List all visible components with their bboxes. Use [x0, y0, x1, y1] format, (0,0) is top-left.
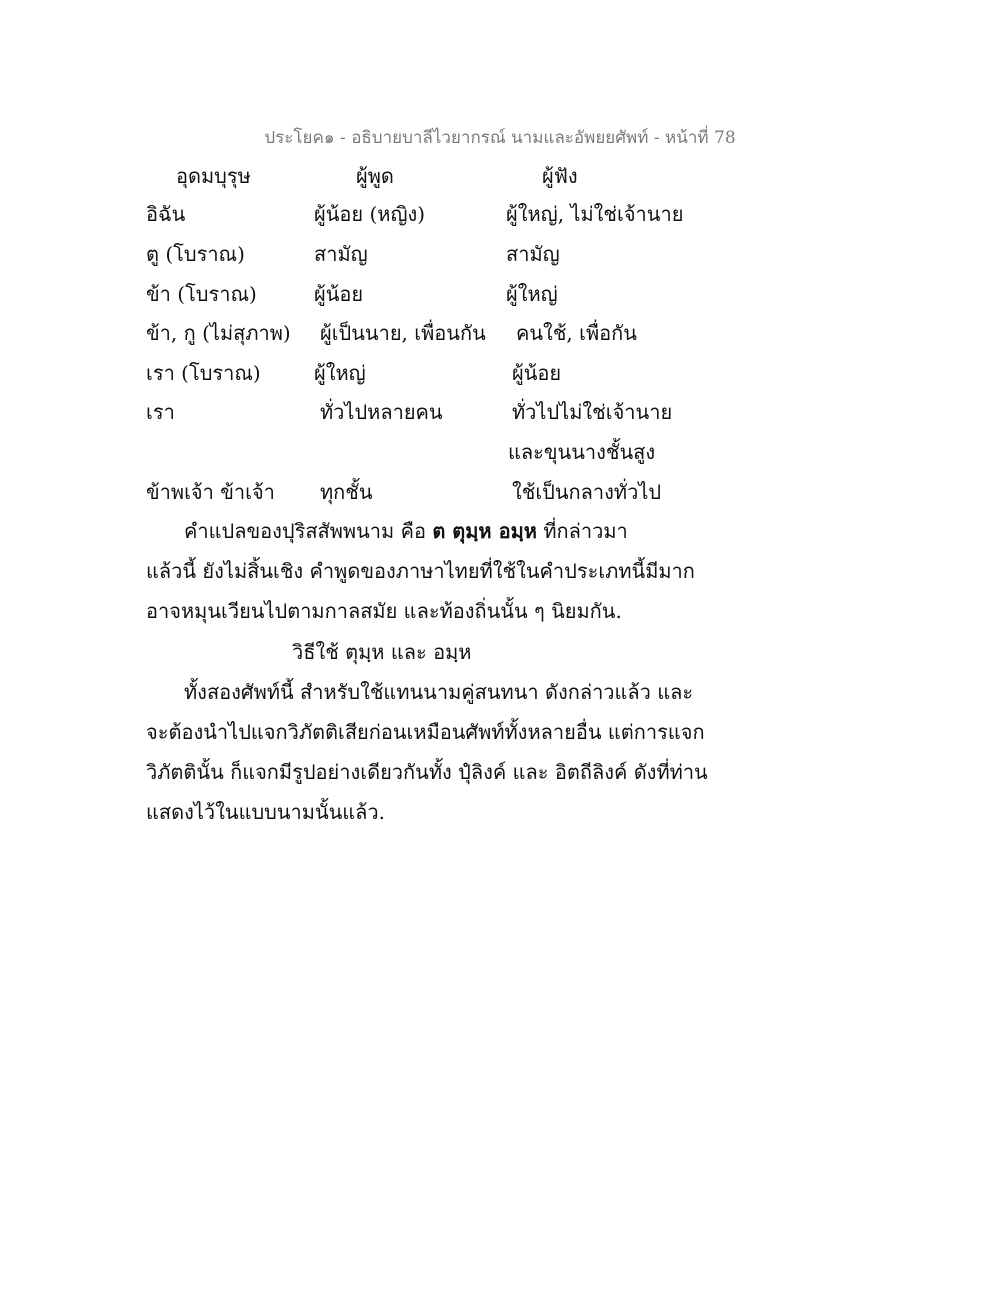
pronoun-cell: ข้า, กู (ไม่สุภาพ)	[146, 321, 291, 345]
listener-cell: คนใช้, เพื่อกัน	[516, 321, 637, 345]
header-speaker: ผู้พูด	[356, 164, 394, 188]
speaker-cell: ผู้เป็นนาย, เพื่อนกัน	[320, 321, 486, 345]
paragraph-line: วิภัตตินั้น ก็แจกมีรูปอย่างเดียวกันทั้ง ปุํลิงค์ และ อิตถีลิงค์ ดังที่ท่าน	[146, 760, 708, 784]
table-row	[0, 194, 1000, 234]
paragraph-line: จะต้องนำไปแจกวิภัตติเสียก่อนเหมือนศัพท์ทั้งหลายอื่น แต่การแจก	[146, 720, 705, 744]
paragraph-line: แสดงไว้ในแบบนามนั้นแล้ว.	[146, 800, 386, 824]
table-row	[0, 432, 1000, 472]
speaker-cell: ผู้น้อย (หญิง)	[314, 202, 426, 226]
running-header: ประโยค๑ - อธิบายบาลีไวยากรณ์ นามและอัพยยศัพท์ - หน้าที่ 78	[264, 128, 736, 148]
bold-pali-terms: ต ตุมฺห อมฺห	[432, 519, 537, 543]
listener-cell: สามัญ	[506, 242, 560, 266]
table-row	[0, 274, 1000, 314]
pronoun-cell: ข้า (โบราณ)	[146, 282, 257, 306]
table-header-row	[0, 156, 1000, 196]
listener-cell: และขุนนางชั้นสูง	[508, 440, 656, 464]
paragraph-usage	[146, 672, 706, 832]
speaker-cell: ทั่วไปหลายคน	[320, 400, 443, 424]
paragraph-line: แล้วนี้ ยังไม่สิ้นเชิง คำพูดของภาษาไทยที่ใช้ในคำประเภทนี้มีมาก	[146, 559, 695, 583]
table-row	[0, 234, 1000, 274]
paragraph-line	[146, 511, 706, 551]
table-row	[0, 472, 1000, 512]
pronoun-cell: เรา (โบราณ)	[146, 361, 261, 385]
table-row	[0, 313, 1000, 353]
speaker-cell: สามัญ	[314, 242, 368, 266]
listener-cell: ใช้เป็นกลางทั่วไป	[512, 480, 662, 504]
pronoun-cell: อิฉัน	[146, 202, 186, 226]
text-run: ที่กล่าวมา	[536, 519, 628, 543]
listener-cell: ทั่วไปไม่ใช่เจ้านาย	[512, 400, 673, 424]
section-subheading: วิธีใช้ ตุมฺห และ อมฺห	[292, 640, 472, 664]
speaker-cell: ผู้ใหญ่	[314, 361, 366, 385]
speaker-cell: ผู้น้อย	[314, 282, 364, 306]
paragraph-line: ทั้งสองศัพท์นี้ สำหรับใช้แทนนามคู่สนทนา ดังกล่าวแล้ว และ	[184, 680, 694, 704]
text-run: คำแปลของปุริสสัพพนาม คือ	[184, 519, 433, 543]
table-row	[0, 353, 1000, 393]
listener-cell: ผู้ใหญ่	[506, 282, 558, 306]
paragraph-line: อาจหมุนเวียนไปตามกาลสมัย และท้องถิ่นนั้น ๆ นิยมกัน.	[146, 599, 622, 623]
pronoun-cell: ข้าพเจ้า ข้าเจ้า	[146, 480, 275, 504]
pronoun-cell: ตู (โบราณ)	[146, 242, 245, 266]
header-first-person: อุดมบุรุษ	[176, 164, 251, 188]
paragraph-translation-note	[146, 511, 706, 631]
header-listener: ผู้ฟัง	[542, 164, 578, 188]
table-row	[0, 392, 1000, 432]
listener-cell: ผู้ใหญ่, ไม่ใช่เจ้านาย	[506, 202, 684, 226]
pronoun-cell: เรา	[146, 400, 175, 424]
speaker-cell: ทุกชั้น	[320, 480, 373, 504]
listener-cell: ผู้น้อย	[512, 361, 562, 385]
